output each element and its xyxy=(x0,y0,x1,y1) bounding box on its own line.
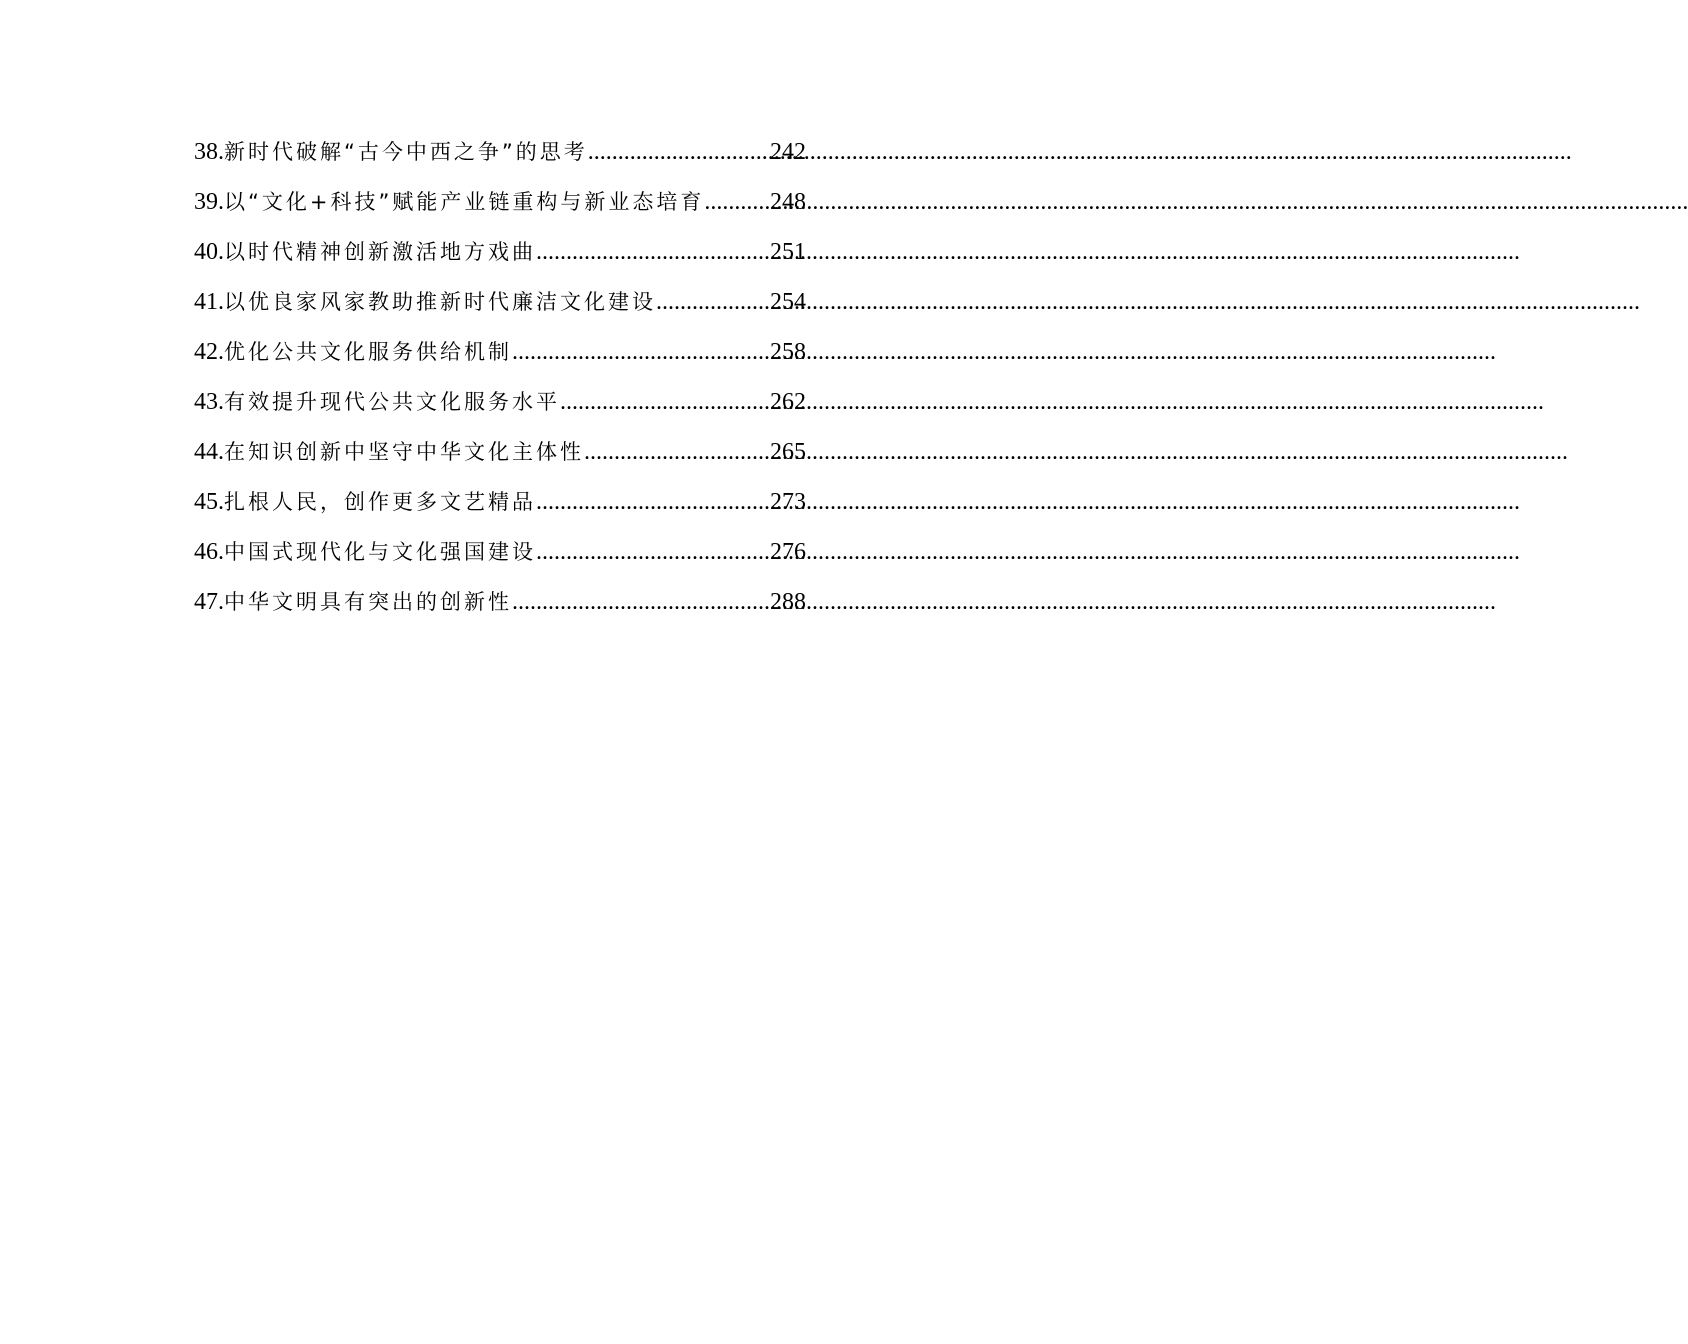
toc-entry-title: 有效提升现代公共文化服务水平 xyxy=(224,390,560,414)
toc-entry-page-number: 288 xyxy=(770,589,806,615)
toc-entry-number: 40. xyxy=(194,239,224,265)
dot-leader xyxy=(536,530,770,574)
toc-entry[interactable] xyxy=(194,430,806,480)
toc-entry[interactable] xyxy=(194,530,806,580)
toc-entry[interactable] xyxy=(194,180,806,230)
toc-entry-number: 41. xyxy=(194,289,224,315)
dot-leader xyxy=(588,130,770,174)
dot-leader xyxy=(584,430,770,474)
toc-entry-number: 42. xyxy=(194,339,224,365)
toc-entry-page-number: 242 xyxy=(770,139,806,165)
toc-entry-number: 46. xyxy=(194,539,224,565)
toc-entry-title: 以时代精神创新激活地方戏曲 xyxy=(224,240,536,264)
toc-entry-title: 以“文化+科技”赋能产业链重构与新业态培育 xyxy=(224,190,705,214)
dot-leader xyxy=(512,330,770,374)
toc-entry-title: 新时代破解“古今中西之争”的思考 xyxy=(224,140,588,164)
toc-entry[interactable] xyxy=(194,480,806,530)
dot-leader xyxy=(512,580,770,624)
toc-entry[interactable] xyxy=(194,280,806,330)
toc-entry-number: 39. xyxy=(194,189,224,215)
toc-entry-page-number: 265 xyxy=(770,439,806,465)
dot-leader xyxy=(536,230,770,274)
toc-entry-number: 47. xyxy=(194,589,224,615)
toc-entry-page-number: 258 xyxy=(770,339,806,365)
dot-leader xyxy=(704,180,770,224)
toc-entry[interactable] xyxy=(194,130,806,180)
toc-entry[interactable] xyxy=(194,380,806,430)
toc-entry[interactable] xyxy=(194,330,806,380)
toc-entry-page-number: 276 xyxy=(770,539,806,565)
toc-entry-number: 38. xyxy=(194,139,224,165)
toc-entry-page-number: 254 xyxy=(770,289,806,315)
toc-entry-page-number: 262 xyxy=(770,389,806,415)
dot-leader xyxy=(560,380,770,424)
dot-leader xyxy=(536,480,770,524)
toc-entry[interactable] xyxy=(194,580,806,630)
toc-entry-page-number: 251 xyxy=(770,239,806,265)
toc-entry-title: 中国式现代化与文化强国建设 xyxy=(224,540,536,564)
dot-leader xyxy=(656,280,770,324)
toc-entry-title: 优化公共文化服务供给机制 xyxy=(224,340,512,364)
toc-entry-number: 43. xyxy=(194,389,224,415)
toc-entry-title: 在知识创新中坚守中华文化主体性 xyxy=(224,440,584,464)
table-of-contents xyxy=(194,130,806,630)
toc-entry-title: 以优良家风家教助推新时代廉洁文化建设 xyxy=(224,290,656,314)
toc-entry-title: 扎根人民，创作更多文艺精品 xyxy=(224,490,536,514)
toc-entry-number: 45. xyxy=(194,489,224,515)
toc-entry-page-number: 248 xyxy=(770,189,806,215)
toc-entry-number: 44. xyxy=(194,439,224,465)
toc-entry[interactable] xyxy=(194,230,806,280)
toc-entry-page-number: 273 xyxy=(770,489,806,515)
toc-entry-title: 中华文明具有突出的创新性 xyxy=(224,590,512,614)
